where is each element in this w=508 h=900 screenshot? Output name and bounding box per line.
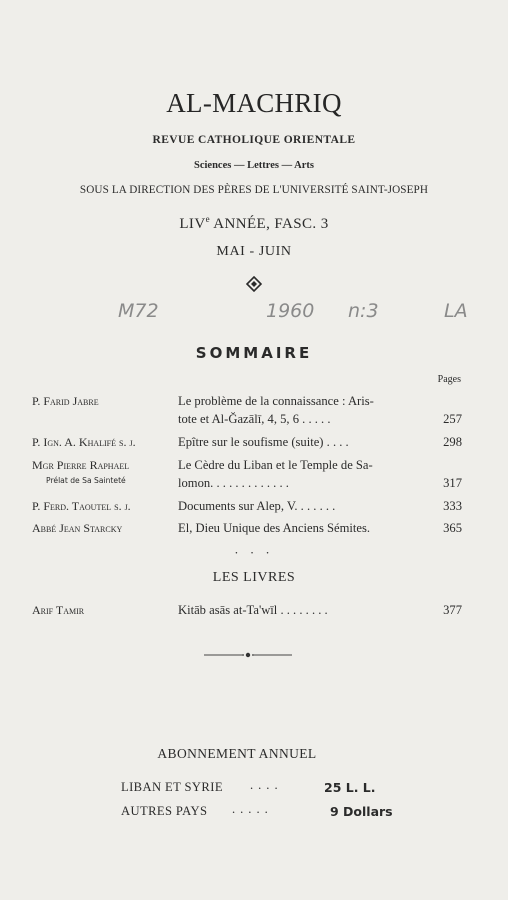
handwritten-note-b: 1960 [266,300,315,322]
toc-title-text: Documents sur Alep, V. [178,499,298,513]
livres-title-line [178,603,432,618]
leader-dots: .... [250,778,283,792]
toc-page: 333 [443,499,462,513]
toc-title-line [178,394,432,409]
toc-title-line [178,458,432,473]
leader-dots: . . . . . . . . . . . . [213,476,289,490]
toc-title-line [178,476,432,491]
leader-dots: ..... [232,802,273,816]
leader-dots: . . . . . . [297,499,336,513]
toc-title-text: lomon. [178,476,214,490]
handwritten-note-c: n:3 [348,300,379,322]
toc-page: 298 [443,435,462,449]
annee-prefix: LIV [179,216,206,232]
abonnement-heading: ABONNEMENT ANNUEL [157,746,317,761]
toc-title-line [178,412,432,427]
annee-sup: e [205,214,210,224]
sections-line: Sciences — Lettres — Arts [194,160,314,171]
toc-author: Abbé Jean Starcky [32,521,123,535]
toc-title-line [178,435,432,450]
leader-dots: . . . . . . . . [277,603,328,617]
toc-author: P. Farid Jabre [32,394,99,408]
livres-heading: LES LIVRES [212,570,296,585]
annee-rest: ANNÉE, FASC. 3 [209,216,329,232]
toc-page: 317 [443,476,462,490]
toc-title-text: El, Dieu Unique des Anciens Sémites. [178,521,371,535]
toc-page: 257 [443,412,462,426]
issue-months: MAI - JUIN [216,244,292,259]
subscription-price: 9 Dollars [330,804,393,819]
section-separator-dots: · · · [234,545,274,560]
toc-author: Mgr Pierre Raphael [32,458,130,472]
handwritten-note-a: M72 [118,300,159,322]
subscription-region: AUTRES PAYS [121,804,208,818]
livres-title-text: Kitāb asās at-Ta'wīl [178,603,278,617]
toc-title-text: Epître sur le soufisme (suite) [178,435,324,449]
toc-title-line [178,521,432,536]
pages-label: Pages [437,374,461,385]
sommaire-heading: SOMMAIRE [195,344,313,362]
toc-title-text: Le Cèdre du Liban et le Temple de Sa- [178,458,373,472]
livres-page: 377 [443,603,462,617]
toc-title-line [178,499,432,514]
livres-author: Arif Tamir [32,603,85,617]
journal-title: AL-MACHRIQ [166,88,342,118]
toc-title-text: Le problème de la connaissance : Aris- [178,394,374,408]
toc-title-text: tote et Al-Ğazālī, 4, 5, 6 [178,412,300,426]
direction-line: SOUS LA DIRECTION DES PÈRES DE L'UNIVERSITÉ SAINT-JOSEPH [79,184,429,196]
journal-subtitle: REVUE CATHOLIQUE ORIENTALE [152,134,356,146]
leader-dots: . . . . . [299,412,331,426]
toc-page: 365 [443,521,462,535]
ornamental-rule-icon [204,651,292,659]
toc-author-subtitle: Prélat de Sa Sainteté [46,476,126,485]
leader-dots: . . . . [323,435,349,449]
subscription-region: LIBAN ET SYRIE [121,780,223,794]
toc-author: P. Ferd. Taoutel s. j. [32,499,131,513]
toc-author: P. Ign. A. Khalifé s. j. [32,435,136,449]
subscription-price: 25 L. L. [324,780,376,795]
handwritten-note-d: LA [444,300,468,322]
